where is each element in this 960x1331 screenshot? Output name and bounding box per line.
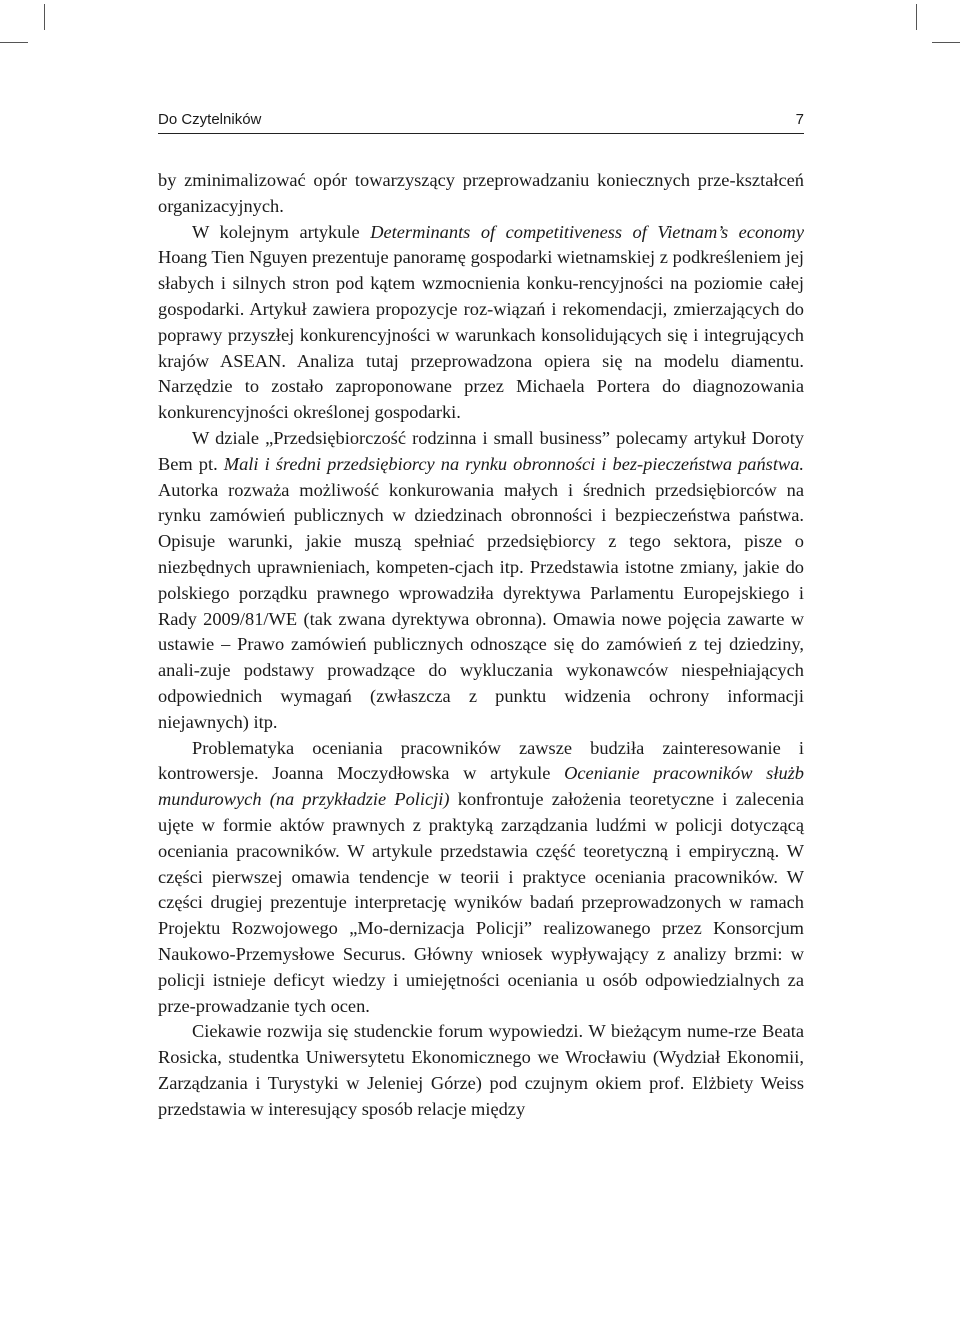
italic-title: Ocenianie pracowników służb mundurowych (na przykładzie Policji): [158, 763, 804, 810]
text-run: konfrontuje założenia teoretyczne i zalecenia ujęte w formie aktów prawnych z praktyką zarządzania ludźmi w policji dotyczącą oceniania pracowników. W artykule przedstawia część teoretyczną i empiryczną. W części pierwszej omawia tendencje w teorii i praktyce oceniania pracowników. W części drugiej prezentuje interpretację wyników badań przeprowadzonych w ramach Projektu Rozwojowego „Mo-dernizacja Policji” realizowanego przez Konsorcjum Naukowo-Przemysłowe Securus. Główny wniosek wypływający z analizy brzmi: w policji istnieje deficyt wiedzy i umiejętności oceniania u osób odpowiedzialnych za prze-prowadzanie tych ocen.: [158, 789, 804, 1016]
text-run: Autorka rozważa możliwość konkurowania małych i średnich przedsiębiorców na rynku zamówień publicznych w dziedzinach obronności i bezpieczeństwa państwa. Opisuje warunki, jakie muszą spełniać przedsiębiorcy z tego sektora, pisze o niezbędnych uprawnieniach, kompeten-cjach itp. Przedstawia istotne zmiany, jakie do polskiego porządku prawnego wprowadziła dyrektywa Parlamentu Europejskiego i Rady 2009/81/WE (tak zwana dyrektywa obronna). Omawia nowe pojęcia zawarte w ustawie – Prawo zamówień publicznych odnoszące się do zamówień z tej dziedziny, anali-zuje podstawy prowadzące do wykluczania wykonawców niespełniających odpowiednich wymagań (zwłaszcza z punktu widzenia ochrony informacji niejawnych) itp.: [158, 479, 804, 732]
text-run: W dziale „Przedsiębiorczość rodzinna i small business” polecamy artykuł Doroty Bem pt.: [158, 427, 804, 474]
text-run: Hoang Tien Nguyen prezentuje panoramę gospodarki wietnamskiej z podkreśleniem jej słabych i silnych stron pod kątem wzmocnienia konku-rencyjności na poziomie całej gospodarki. Artykuł zawiera propozycje roz-wiązań i rekomendacji, zmierzających do poprawy przyszłej konkurencyjności w warunkach konsolidujących się i integrujących krajów ASEAN. Analiza tutaj przeprowadzona opiera się na modelu diamentu. Narzędzie to zostało zaproponowane przez Michaela Portera do diagnozowania konkurencyjności określonej gospodarki.: [158, 247, 804, 423]
text-run: Problematyka oceniania pracowników zawsze budziła zainteresowanie i kontrowersje. Joanna Moczydłowska w artykule: [158, 737, 804, 784]
crop-mark: [916, 4, 917, 30]
paragraph: [158, 736, 804, 1020]
italic-title: Mali i średni przedsiębiorcy na rynku obronności i bez-pieczeństwa państwa.: [223, 453, 804, 474]
page-number: 7: [795, 111, 804, 128]
text-run: W kolejnym artykule: [192, 221, 371, 242]
crop-mark: [932, 42, 960, 43]
text-run: Ciekawie rozwija się studenckie forum wypowiedzi. W bieżącym nume-rze Beata Rosicka, studentka Uniwersytetu Ekonomicznego we Wrocławiu (Wydział Ekonomii, Zarządzania i Turystyki w Jeleniej Górze) pod czujnym okiem prof. Elżbiety Weiss przedstawia w interesujący sposób relacje między: [158, 1021, 804, 1119]
crop-mark: [0, 42, 28, 43]
section-title: Do Czytelników: [158, 111, 262, 128]
body-text: [158, 168, 804, 1122]
crop-mark: [44, 4, 45, 30]
paragraph: [158, 168, 804, 220]
italic-title: Determinants of competitiveness of Vietnam’s economy: [370, 221, 804, 242]
paragraph: [158, 426, 804, 736]
text-run: by zminimalizować opór towarzyszący przeprowadzaniu koniecznych prze-kształceń organizacyjnych.: [158, 170, 804, 216]
paragraph: [158, 1019, 804, 1122]
paragraph: [158, 220, 804, 426]
running-header: [158, 111, 804, 134]
